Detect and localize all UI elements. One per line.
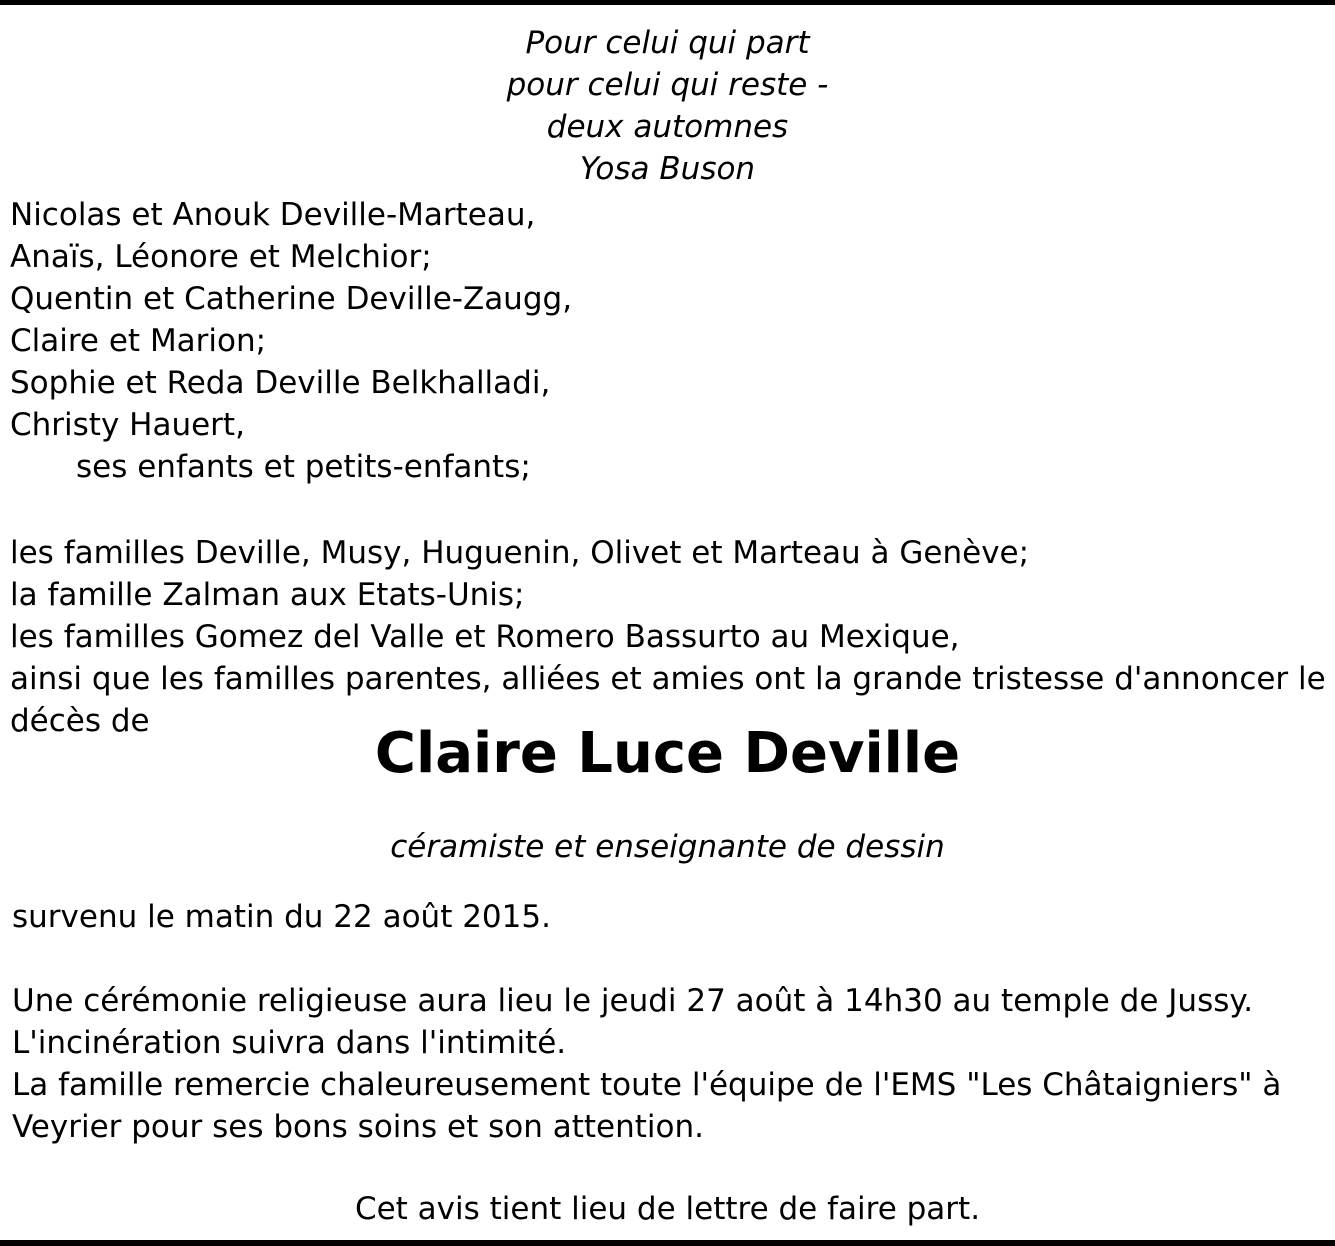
other-family-line: les familles Gomez del Valle et Romero Bassurto au Mexique, [10, 619, 960, 655]
family-relation: ses enfants et petits-enfants; [76, 449, 531, 485]
family-line: Nicolas et Anouk Deville-Marteau, [10, 197, 536, 233]
poem-line: Pour celui qui part [525, 25, 810, 61]
ceremony-line: Une cérémonie religieuse aura lieu le jeudi 27 août à 14h30 au temple de Jussy. [12, 983, 1254, 1019]
bottom-rule [0, 1240, 1335, 1246]
family-list [10, 194, 572, 488]
family-line: Sophie et Reda Deville Belkhalladi, [10, 365, 551, 401]
top-rule [0, 0, 1335, 5]
announcement-line: ainsi que les familles parentes, alliées et amies ont la grande tristesse d'annoncer le [10, 661, 1326, 697]
other-families [10, 532, 1326, 742]
poem-line: pour celui qui reste - [506, 67, 829, 103]
ceremony-line: L'incinération suivra dans l'intimité. [12, 1025, 567, 1061]
date-of-death: survenu le matin du 22 août 2015. [12, 899, 551, 935]
deceased-description: céramiste et enseignante de dessin [390, 829, 945, 865]
poem-epigraph [0, 22, 1335, 190]
poem-author: Yosa Buson [579, 151, 756, 187]
ceremony-details [12, 980, 1281, 1148]
family-line: Christy Hauert, [10, 407, 245, 443]
deceased-name: Claire Luce Deville [374, 721, 961, 786]
closing-note: Cet avis tient lieu de lettre de faire part. [354, 1191, 981, 1227]
family-line: Quentin et Catherine Deville-Zaugg, [10, 281, 573, 317]
family-line: Anaïs, Léonore et Melchior; [10, 239, 432, 275]
other-family-line: la famille Zalman aux Etats-Unis; [10, 577, 525, 613]
thanks-line: Veyrier pour ses bons soins et son attention. [12, 1109, 705, 1145]
family-line: Claire et Marion; [10, 323, 267, 359]
announcement-line: décès de [10, 703, 150, 739]
other-family-line: les familles Deville, Musy, Huguenin, Olivet et Marteau à Genève; [10, 535, 1030, 571]
thanks-line: La famille remercie chaleureusement toute l'équipe de l'EMS "Les Châtaigniers" à [12, 1067, 1282, 1103]
poem-line: deux automnes [546, 109, 789, 145]
